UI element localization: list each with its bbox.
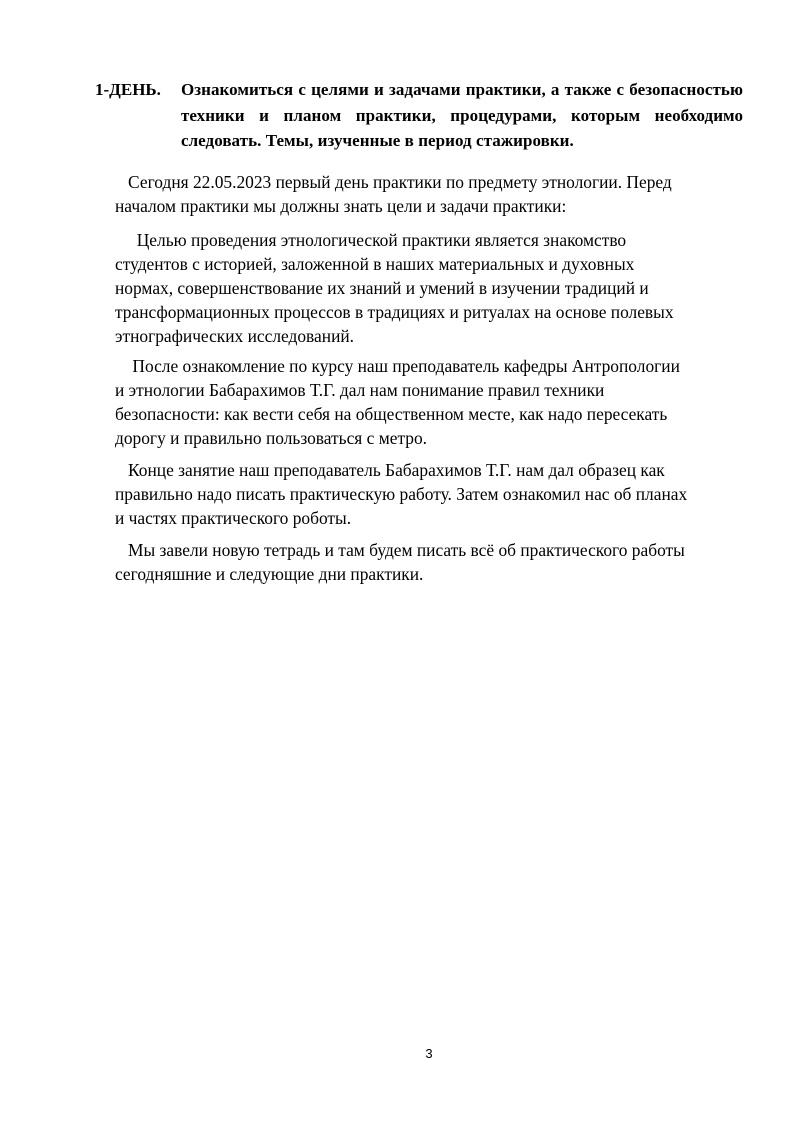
day-label: 1-ДЕНЬ. — [95, 80, 161, 99]
day-heading — [95, 77, 743, 154]
paragraph-intro: Сегодня 22.05.2023 первый день практики по предмету этнологии. Перед началом практики мы должны знать цели и задачи практики: — [115, 172, 672, 216]
paragraph-goal: Целью проведения этнологической практики является знакомство студентов с историей, заложенной в наших материальных и духовных нормах, совершенствование их знаний и умений в изучении традиций и трансформационных процессов в традициях и ритуалах на основе полевых этнографических исследований. — [115, 230, 674, 346]
paragraph-notebook: Мы завели новую тетрадь и там будем писать всё об практического работы сегодняшние и следующие дни практики. — [115, 540, 685, 584]
page-number: 3 — [425, 1046, 433, 1061]
day-heading-text: Ознакомиться с целями и задачами практики, а также с безопасностью техники и планом практики, процедурами, которым необходимо следовать. Темы, изученные в период стажировки. — [181, 80, 743, 150]
paragraph-safety: После ознакомление по курсу наш преподаватель кафедры Антропологии и этнологии Бабарахимов Т.Г. дал нам понимание правил техники безопасности: как вести себя на общественном месте, как надо пересекать дорогу и правильно пользоваться с метро. — [115, 356, 680, 448]
paragraph-sample: Конце занятие наш преподаватель Бабарахимов Т.Г. нам дал образец как правильно надо писать практическую работу. Затем ознакомил нас об планах и частях практического роботы. — [115, 460, 688, 528]
